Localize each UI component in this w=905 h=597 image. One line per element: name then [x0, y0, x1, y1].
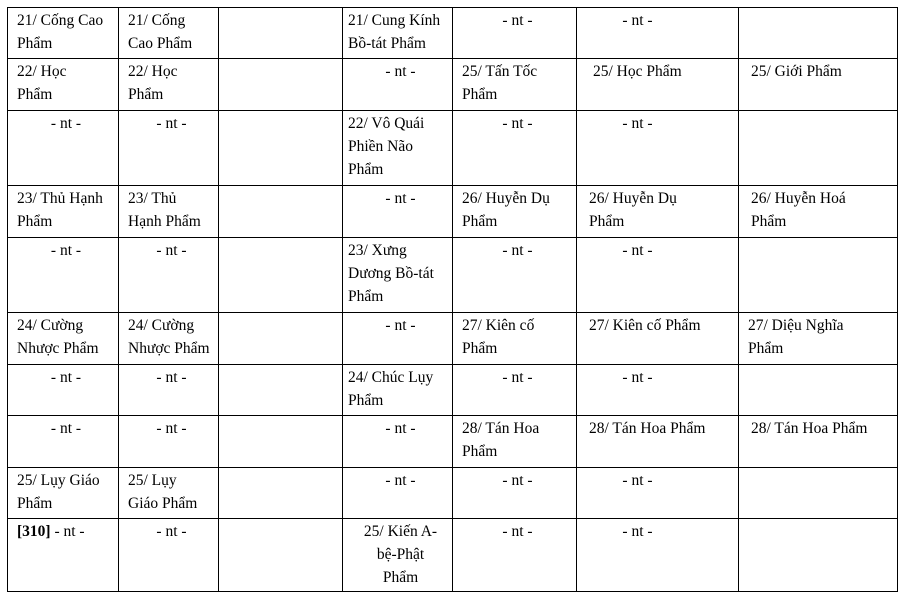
table-row: [8, 416, 898, 468]
table-cell: [739, 8, 898, 59]
table-cell: [219, 416, 343, 468]
table-cell: 25/ Giới Phẩm: [739, 59, 898, 111]
table-cell: 28/ Tán Hoa Phẩm: [577, 416, 739, 468]
table-cell: [739, 238, 898, 313]
table-cell: 22/ Học Phẩm: [119, 59, 219, 111]
table-cell: - nt -: [119, 111, 219, 186]
table-cell: - nt -: [8, 365, 119, 416]
table-cell: [8, 519, 119, 592]
table-cell: - nt -: [8, 416, 119, 468]
table-cell: [739, 519, 898, 592]
table-cell: - nt -: [8, 238, 119, 313]
table-cell: - nt -: [343, 468, 453, 519]
table-cell: [739, 365, 898, 416]
table-cell: [219, 111, 343, 186]
table-cell: - nt -: [343, 313, 453, 365]
page-reference: [310]: [17, 523, 51, 540]
table-cell: [219, 59, 343, 111]
table-cell: 25/ Lụy Giáo Phẩm: [8, 468, 119, 519]
comparison-table: [7, 7, 898, 592]
table-cell: - nt -: [453, 519, 577, 592]
table-row: [8, 8, 898, 59]
table-cell: [219, 468, 343, 519]
table-cell: 27/ Kiên cố Phẩm: [577, 313, 739, 365]
table-cell: - nt -: [577, 468, 739, 519]
table-cell: 25/ Tấn Tốc Phẩm: [453, 59, 577, 111]
table-cell: [219, 519, 343, 592]
table-cell: [219, 313, 343, 365]
table-cell: - nt -: [577, 238, 739, 313]
table-cell: 26/ Huyễn Dụ Phẩm: [453, 186, 577, 238]
table-cell: - nt -: [577, 111, 739, 186]
table-cell: 28/ Tán Hoa Phẩm: [453, 416, 577, 468]
table-cell: - nt -: [453, 468, 577, 519]
table-cell: - nt -: [8, 111, 119, 186]
table-cell: 26/ Huyễn Dụ Phẩm: [577, 186, 739, 238]
table-cell: [219, 365, 343, 416]
table-cell: - nt -: [119, 416, 219, 468]
table-cell: - nt -: [343, 416, 453, 468]
table-cell: 24/ Cường Nhược Phẩm: [119, 313, 219, 365]
table-cell: - nt -: [119, 519, 219, 592]
table-cell: 22/ Vô Quái Phiền Não Phẩm: [343, 111, 453, 186]
table-cell: [219, 238, 343, 313]
table-row: [8, 59, 898, 111]
table-cell: 22/ Học Phẩm: [8, 59, 119, 111]
table-cell: - nt -: [343, 59, 453, 111]
table-cell: [739, 468, 898, 519]
table-cell: [739, 111, 898, 186]
table-cell: - nt -: [453, 238, 577, 313]
table-cell: - nt -: [119, 238, 219, 313]
table-cell: 21/ Cống Cao Phẩm: [119, 8, 219, 59]
table-row: [8, 468, 898, 519]
table-row: [8, 365, 898, 416]
table-cell: 25/ Kiến A- bệ-Phật Phẩm: [343, 519, 453, 592]
table-row: [8, 313, 898, 365]
table-row: [8, 238, 898, 313]
table-cell: - nt -: [577, 8, 739, 59]
table-cell: 24/ Cường Nhược Phẩm: [8, 313, 119, 365]
table-cell: [219, 186, 343, 238]
table-cell: 28/ Tán Hoa Phẩm: [739, 416, 898, 468]
table-cell: 21/ Cống Cao Phẩm: [8, 8, 119, 59]
table-cell: 23/ Thủ Hạnh Phẩm: [8, 186, 119, 238]
table-cell: - nt -: [343, 186, 453, 238]
table-cell: 24/ Chúc Lụy Phẩm: [343, 365, 453, 416]
table-cell: 23/ Thủ Hạnh Phẩm: [119, 186, 219, 238]
table-cell: - nt -: [453, 111, 577, 186]
table-cell: 23/ Xưng Dương Bồ-tát Phẩm: [343, 238, 453, 313]
table-cell: - nt -: [453, 8, 577, 59]
table-row: [8, 111, 898, 186]
table-cell: 27/ Kiên cố Phẩm: [453, 313, 577, 365]
table-cell: 26/ Huyễn Hoá Phẩm: [739, 186, 898, 238]
table-cell: - nt -: [119, 365, 219, 416]
table-cell: 25/ Lụy Giáo Phẩm: [119, 468, 219, 519]
table-cell: - nt -: [577, 365, 739, 416]
table-body: [8, 8, 898, 592]
table-cell: [219, 8, 343, 59]
table-row: [8, 519, 898, 592]
cell-text: - nt -: [50, 523, 85, 540]
table-cell: 21/ Cung Kính Bồ-tát Phẩm: [343, 8, 453, 59]
table-cell: 27/ Diệu Nghĩa Phẩm: [739, 313, 898, 365]
table-cell: 25/ Học Phẩm: [577, 59, 739, 111]
table-cell: - nt -: [577, 519, 739, 592]
table-cell: - nt -: [453, 365, 577, 416]
table-row: [8, 186, 898, 238]
